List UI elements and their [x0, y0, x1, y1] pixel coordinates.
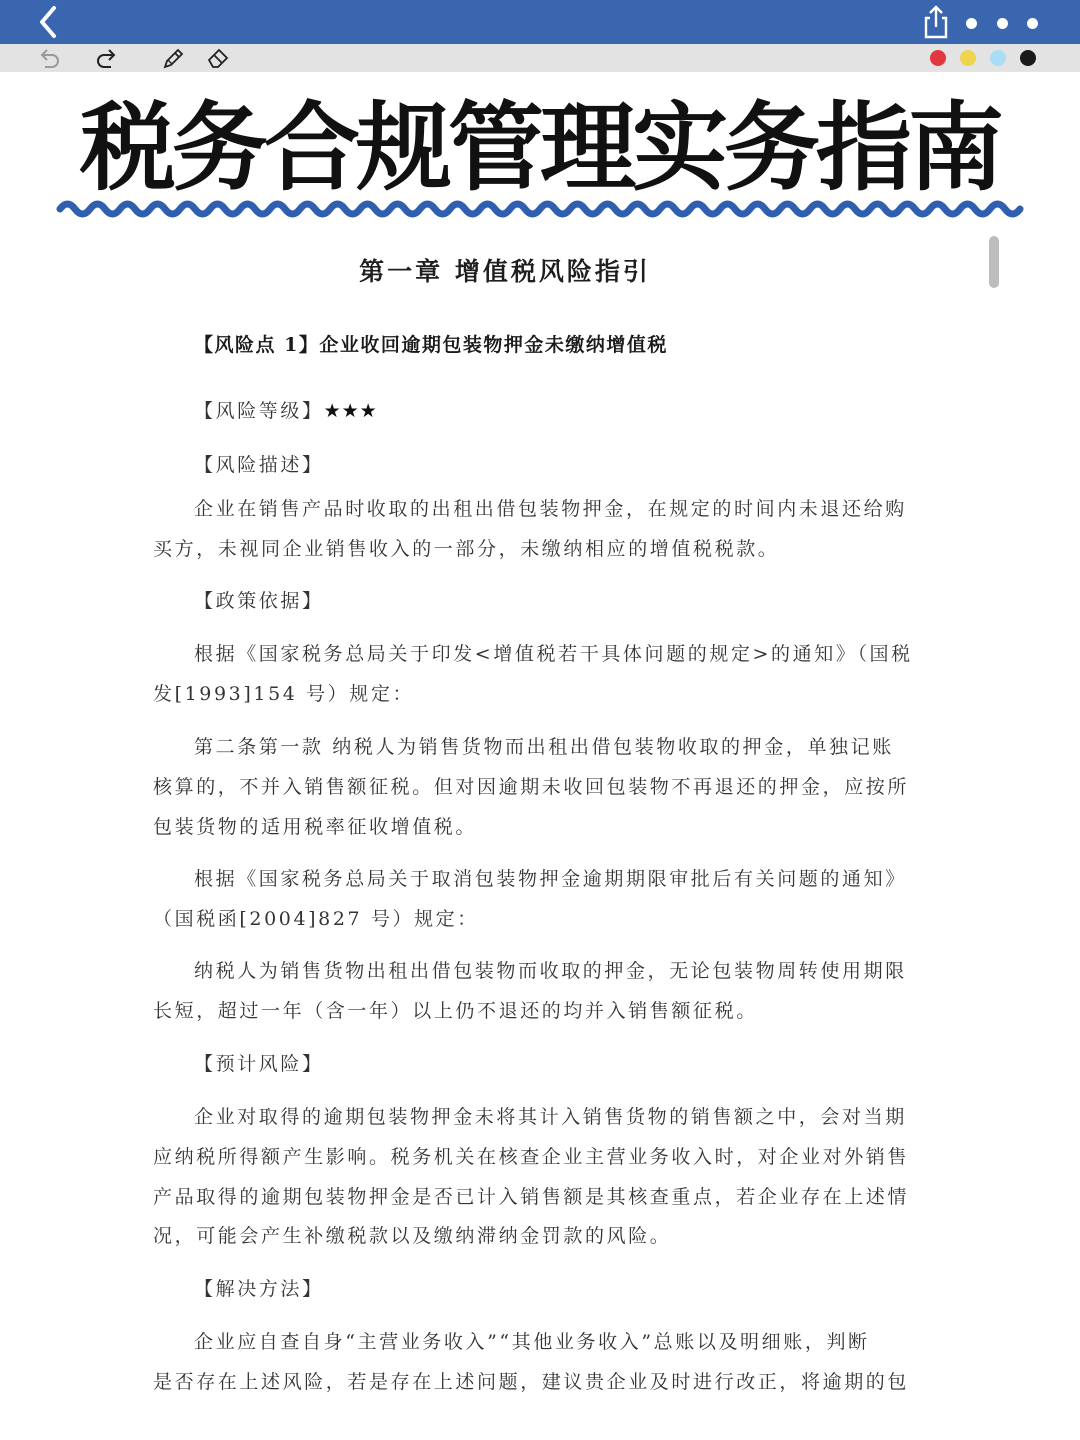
pen-icon — [160, 46, 186, 70]
paragraph-line: 纳税人为销售货物出租出借包装物而收取的押金，无论包装物周转使用期限 — [194, 960, 907, 982]
paragraph-line: （国税函[2004]827 号）规定： — [153, 908, 479, 930]
undo-button[interactable] — [36, 46, 62, 70]
paragraph-line: 根据《国家税务总局关于印发<增值税若干具体问题的规定>的通知》（国税 — [194, 643, 913, 665]
section-heading-description: 【风险描述】 — [194, 454, 324, 476]
risk-level-label: 【风险等级】 — [194, 400, 324, 422]
section-heading-policy: 【政策依据】 — [194, 590, 324, 612]
more-options-button[interactable] — [960, 10, 1050, 36]
back-button[interactable] — [30, 4, 66, 40]
undo-icon — [36, 46, 62, 70]
risk-level-row — [194, 396, 864, 423]
color-swatch-red[interactable] — [930, 50, 946, 66]
color-swatch-black[interactable] — [1020, 50, 1036, 66]
share-icon — [918, 4, 954, 40]
risk-point-heading: 【风险点 1】企业收回逾期包装物押金未缴纳增值税 — [194, 334, 668, 356]
more-dots-icon — [966, 18, 977, 29]
pen-tool-button[interactable] — [160, 46, 186, 70]
section-heading-solution: 【解决方法】 — [194, 1278, 324, 1300]
top-app-bar — [0, 0, 1080, 44]
chapter-heading: 第一章 增值税风险指引 — [359, 257, 651, 286]
paragraph-line: 企业在销售产品时收取的出租出借包装物押金，在规定的时间内未退还给购 — [194, 498, 907, 520]
annotation-toolbar — [0, 44, 1080, 72]
paragraph-line: 发[1993]154 号）规定： — [153, 683, 415, 705]
redo-icon — [94, 46, 120, 70]
redo-button[interactable] — [94, 46, 120, 70]
paragraph-line: 企业应自查自身“主营业务收入”“其他业务收入”总账以及明细账，判断 — [194, 1331, 870, 1353]
section-heading-expected-risk: 【预计风险】 — [194, 1053, 324, 1075]
page-title: 税务合规管理实务指南 — [80, 92, 1000, 204]
paragraph-line: 应纳税所得额产生影响。税务机关在核查企业主营业务收入时，对企业对外销售 — [153, 1146, 910, 1168]
paragraph-line: 企业对取得的逾期包装物押金未将其计入销售货物的销售额之中，会对当期 — [194, 1106, 907, 1128]
risk-level-stars: ★★★ — [323, 400, 378, 422]
paragraph-line: 买方，未视同企业销售收入的一部分，未缴纳相应的增值税税款。 — [153, 538, 780, 560]
more-dots-icon — [1027, 18, 1038, 29]
wavy-underline — [56, 196, 1026, 222]
paragraph-line: 第二条第一款 纳税人为销售货物而出租出借包装物收取的押金，单独记账 — [194, 736, 894, 758]
paragraph-line: 况，可能会产生补缴税款以及缴纳滞纳金罚款的风险。 — [153, 1225, 672, 1247]
eraser-tool-button[interactable] — [205, 46, 231, 70]
color-swatch-light-blue[interactable] — [990, 50, 1006, 66]
paragraph-line: 包装货物的适用税率征收增值税。 — [153, 816, 478, 838]
chevron-left-icon — [30, 4, 66, 40]
color-swatch-yellow[interactable] — [960, 50, 976, 66]
paragraph-line: 长短，超过一年（含一年）以上仍不退还的均并入销售额征税。 — [153, 1000, 758, 1022]
paragraph-line: 根据《国家税务总局关于取消包装物押金逾期期限审批后有关问题的通知》 — [194, 868, 907, 890]
more-dots-icon — [997, 18, 1008, 29]
paragraph-line: 是否存在上述风险，若是存在上述问题，建议贵企业及时进行改正，将逾期的包 — [153, 1371, 910, 1393]
share-button[interactable] — [918, 4, 954, 40]
eraser-icon — [205, 46, 231, 70]
paragraph-line: 核算的，不并入销售额征税。但对因逾期未收回包装物不再退还的押金，应按所 — [153, 776, 910, 798]
paragraph-line: 产品取得的逾期包装物押金是否已计入销售额是其核查重点，若企业存在上述情 — [153, 1186, 910, 1208]
